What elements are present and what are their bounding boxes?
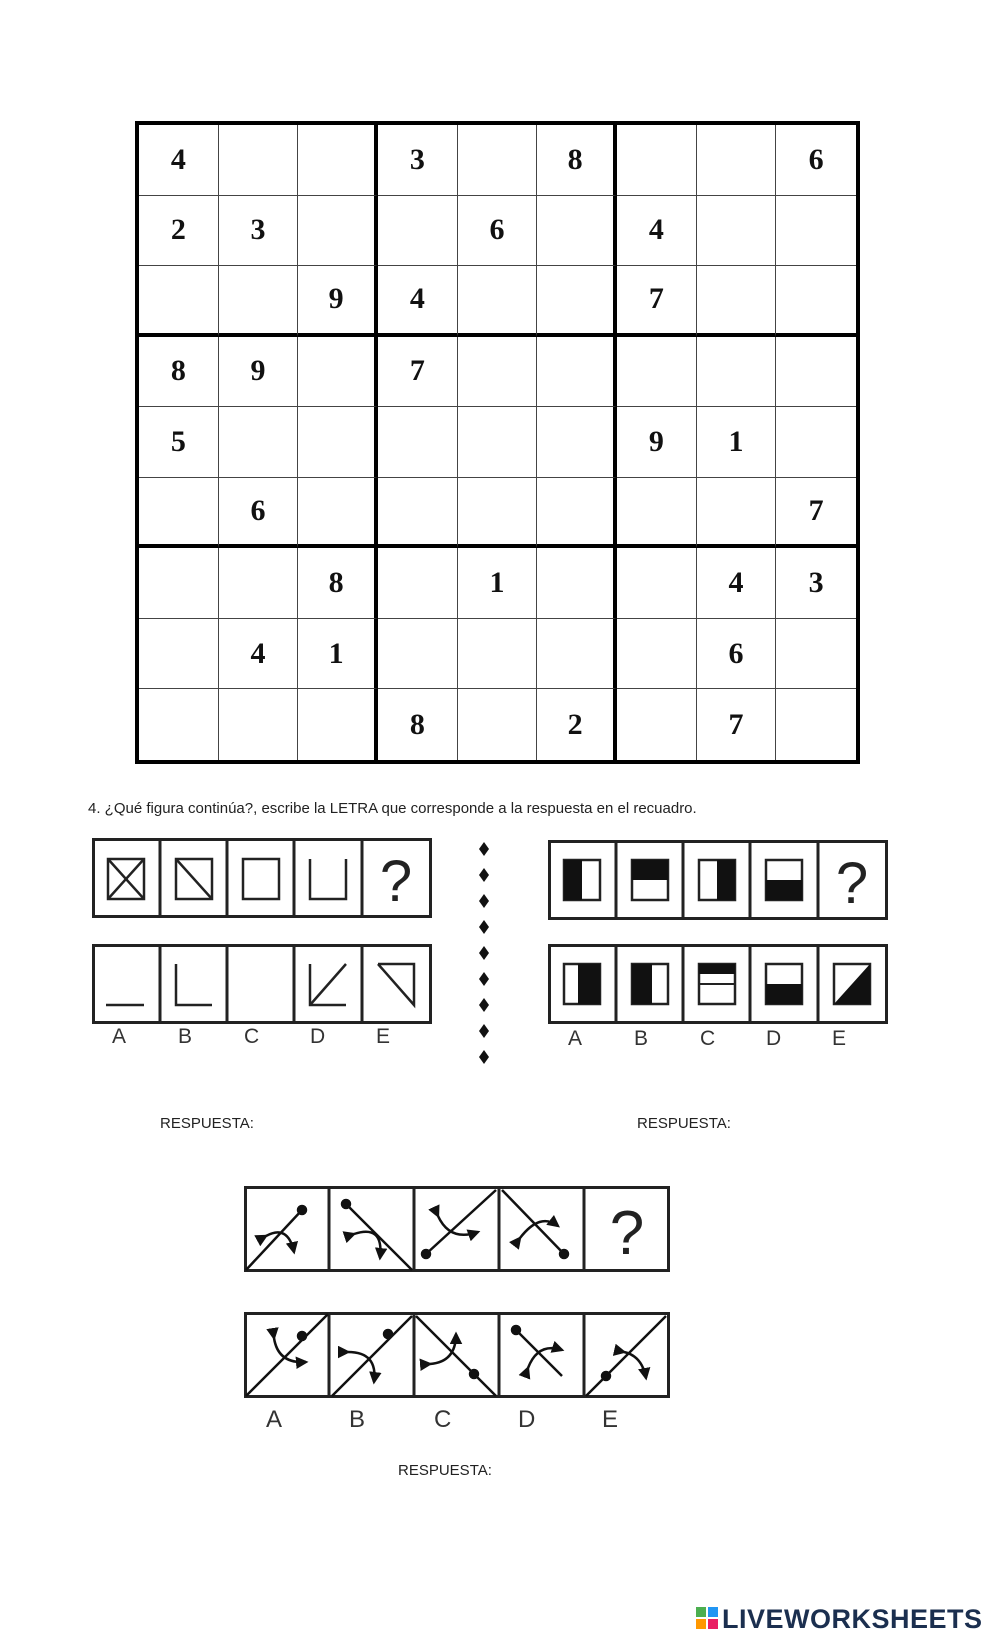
sudoku-cell[interactable] (458, 337, 538, 408)
sudoku-cell[interactable] (776, 407, 856, 478)
sudoku-cell[interactable] (298, 196, 378, 267)
sudoku-cell[interactable] (537, 619, 617, 690)
sudoku-cell[interactable] (298, 337, 378, 408)
sudoku-cell[interactable] (537, 478, 617, 549)
option-d[interactable]: D (518, 1406, 536, 1433)
sudoku-cell: 4 (617, 196, 697, 267)
sudoku-cell: 6 (776, 125, 856, 196)
sudoku-cell[interactable] (378, 619, 458, 690)
sudoku-cell: 3 (219, 196, 299, 267)
arrow-figure-1-icon (246, 1206, 306, 1270)
option-d[interactable]: D (766, 1027, 782, 1050)
puzzle-2-sequence (548, 840, 888, 920)
sudoku-cell: 5 (139, 407, 219, 478)
sudoku-cell[interactable] (458, 478, 538, 549)
sudoku-cell: 2 (139, 196, 219, 267)
puzzle-3-option-letters (244, 1406, 670, 1434)
sudoku-cell[interactable] (139, 548, 219, 619)
sudoku-cell[interactable] (617, 548, 697, 619)
sudoku-cell[interactable] (139, 619, 219, 690)
option-e-square-diagonal-black-icon (834, 964, 870, 1004)
option-b-corner-icon (176, 964, 212, 1005)
sudoku-cell[interactable] (378, 407, 458, 478)
sudoku-cell[interactable] (458, 689, 538, 760)
sudoku-cell: 6 (697, 619, 777, 690)
sudoku-cell: 8 (139, 337, 219, 408)
sudoku-cell[interactable] (219, 266, 299, 337)
option-d-arrow-figure-icon (512, 1326, 562, 1376)
sudoku-cell[interactable] (378, 548, 458, 619)
box-icon (243, 859, 279, 899)
sudoku-cell: 9 (617, 407, 697, 478)
open-box-icon (310, 859, 346, 899)
puzzle-2-options (548, 944, 888, 1024)
sudoku-cell: 4 (139, 125, 219, 196)
option-d-square-bottom-black-icon (766, 964, 802, 1004)
option-a[interactable]: A (266, 1406, 283, 1433)
square-left-black-icon (564, 860, 600, 900)
sudoku-cell: 1 (298, 619, 378, 690)
sudoku-cell[interactable] (139, 266, 219, 337)
option-b-square-left-black-icon (632, 964, 668, 1004)
puzzle-3-sequence (244, 1186, 670, 1272)
sudoku-cell: 8 (298, 548, 378, 619)
arrow-figure-2-icon (342, 1200, 412, 1270)
sudoku-cell: 4 (378, 266, 458, 337)
box-diagonal-icon (176, 859, 212, 899)
sudoku-cell[interactable] (617, 619, 697, 690)
option-b[interactable]: B (178, 1025, 193, 1048)
option-b[interactable]: B (349, 1406, 366, 1433)
puzzle-1-sequence (92, 838, 432, 918)
sudoku-cell: 6 (458, 196, 538, 267)
puzzle-3-options (244, 1312, 670, 1398)
sudoku-cell[interactable] (458, 125, 538, 196)
sudoku-cell[interactable] (378, 196, 458, 267)
sudoku-cell[interactable] (537, 407, 617, 478)
sudoku-cell[interactable] (458, 266, 538, 337)
sudoku-cell: 9 (219, 337, 299, 408)
sudoku-cell[interactable] (697, 196, 777, 267)
question-mark-icon: ? (609, 1199, 645, 1268)
option-d[interactable]: D (310, 1025, 326, 1048)
sudoku-cell[interactable] (219, 125, 299, 196)
sudoku-cell[interactable] (139, 689, 219, 760)
sudoku-cell[interactable] (776, 689, 856, 760)
sudoku-cell[interactable] (378, 478, 458, 549)
question-mark-icon: ? (835, 851, 869, 916)
arrow-figure-3-icon (422, 1190, 496, 1258)
option-b-arrow-figure-icon (332, 1316, 412, 1396)
option-e-arrow-figure-icon (586, 1316, 666, 1396)
sudoku-cell: 3 (776, 548, 856, 619)
sudoku-cell[interactable] (219, 689, 299, 760)
sudoku-cell[interactable] (776, 196, 856, 267)
puzzle-1-option-letters (92, 1025, 432, 1051)
sudoku-cell: 6 (219, 478, 299, 549)
option-e-triangle-icon (378, 964, 414, 1005)
option-c[interactable]: C (244, 1025, 260, 1048)
sudoku-cell[interactable] (697, 266, 777, 337)
arrow-figure-4-icon (502, 1190, 568, 1258)
option-c-square-top-black-icon (699, 964, 735, 1004)
sudoku-cell[interactable] (537, 196, 617, 267)
sudoku-cell[interactable] (298, 407, 378, 478)
answer-label-3: RESPUESTA: (398, 1462, 492, 1479)
square-right-black-icon (699, 860, 735, 900)
sudoku-cell: 8 (378, 689, 458, 760)
sudoku-cell[interactable] (537, 266, 617, 337)
option-a[interactable]: A (112, 1025, 127, 1048)
option-a-square-right-black-icon (564, 964, 600, 1004)
sudoku-cell: 7 (378, 337, 458, 408)
option-c-arrow-figure-icon (416, 1316, 496, 1396)
sudoku-cell[interactable] (219, 548, 299, 619)
option-c[interactable]: C (700, 1027, 716, 1050)
liveworksheets-logo-text: LIVEWORKSHEETS (722, 1603, 983, 1634)
option-b[interactable]: B (634, 1027, 649, 1050)
sudoku-cell[interactable] (776, 266, 856, 337)
sudoku-cell[interactable] (537, 548, 617, 619)
liveworksheets-logo-icon (696, 1607, 718, 1631)
option-a-arrow-figure-icon (246, 1314, 328, 1396)
sudoku-cell[interactable] (697, 125, 777, 196)
sudoku-cell[interactable] (219, 407, 299, 478)
puzzle-2-option-letters (548, 1027, 888, 1053)
sudoku-cell[interactable] (617, 337, 697, 408)
option-a[interactable]: A (568, 1027, 583, 1050)
sudoku-cell[interactable] (298, 478, 378, 549)
sudoku-cell[interactable] (139, 478, 219, 549)
sudoku-cell[interactable] (617, 125, 697, 196)
sudoku-cell: 7 (776, 478, 856, 549)
sudoku-cell[interactable] (776, 619, 856, 690)
sudoku-cell[interactable] (458, 407, 538, 478)
sudoku-cell[interactable] (298, 125, 378, 196)
sudoku-cell[interactable] (697, 337, 777, 408)
diamond-divider (474, 840, 494, 1070)
sudoku-cell[interactable] (537, 337, 617, 408)
sudoku-cell: 4 (697, 548, 777, 619)
liveworksheets-logo (696, 1604, 996, 1634)
answer-label-1: RESPUESTA: (160, 1115, 254, 1132)
box-cross-icon (108, 859, 144, 899)
sudoku-cell[interactable] (298, 689, 378, 760)
sudoku-cell: 8 (537, 125, 617, 196)
answer-label-2: RESPUESTA: (637, 1115, 731, 1132)
sudoku-cell: 1 (697, 407, 777, 478)
sudoku-cell[interactable] (776, 337, 856, 408)
sudoku-cell: 7 (697, 689, 777, 760)
square-top-black-icon (632, 860, 668, 900)
option-e[interactable]: E (602, 1406, 619, 1433)
sudoku-cell[interactable] (697, 478, 777, 549)
sudoku-cell[interactable] (617, 478, 697, 549)
sudoku-cell: 3 (378, 125, 458, 196)
option-c[interactable]: C (434, 1406, 452, 1433)
question-text: 4. ¿Qué figura continúa?, escribe la LETRA que corresponde a la respuesta en el recuadro. (88, 800, 697, 817)
option-e[interactable]: E (832, 1027, 847, 1050)
puzzle-1-options (92, 944, 432, 1024)
sudoku-grid (135, 121, 860, 764)
option-e[interactable]: E (376, 1025, 391, 1048)
sudoku-cell: 7 (617, 266, 697, 337)
question-mark-icon: ? (379, 849, 413, 914)
sudoku-cell: 9 (298, 266, 378, 337)
sudoku-cell: 4 (219, 619, 299, 690)
square-bottom-black-icon (766, 860, 802, 900)
sudoku-cell[interactable] (617, 689, 697, 760)
sudoku-cell: 2 (537, 689, 617, 760)
sudoku-cell: 1 (458, 548, 538, 619)
sudoku-cell[interactable] (458, 619, 538, 690)
